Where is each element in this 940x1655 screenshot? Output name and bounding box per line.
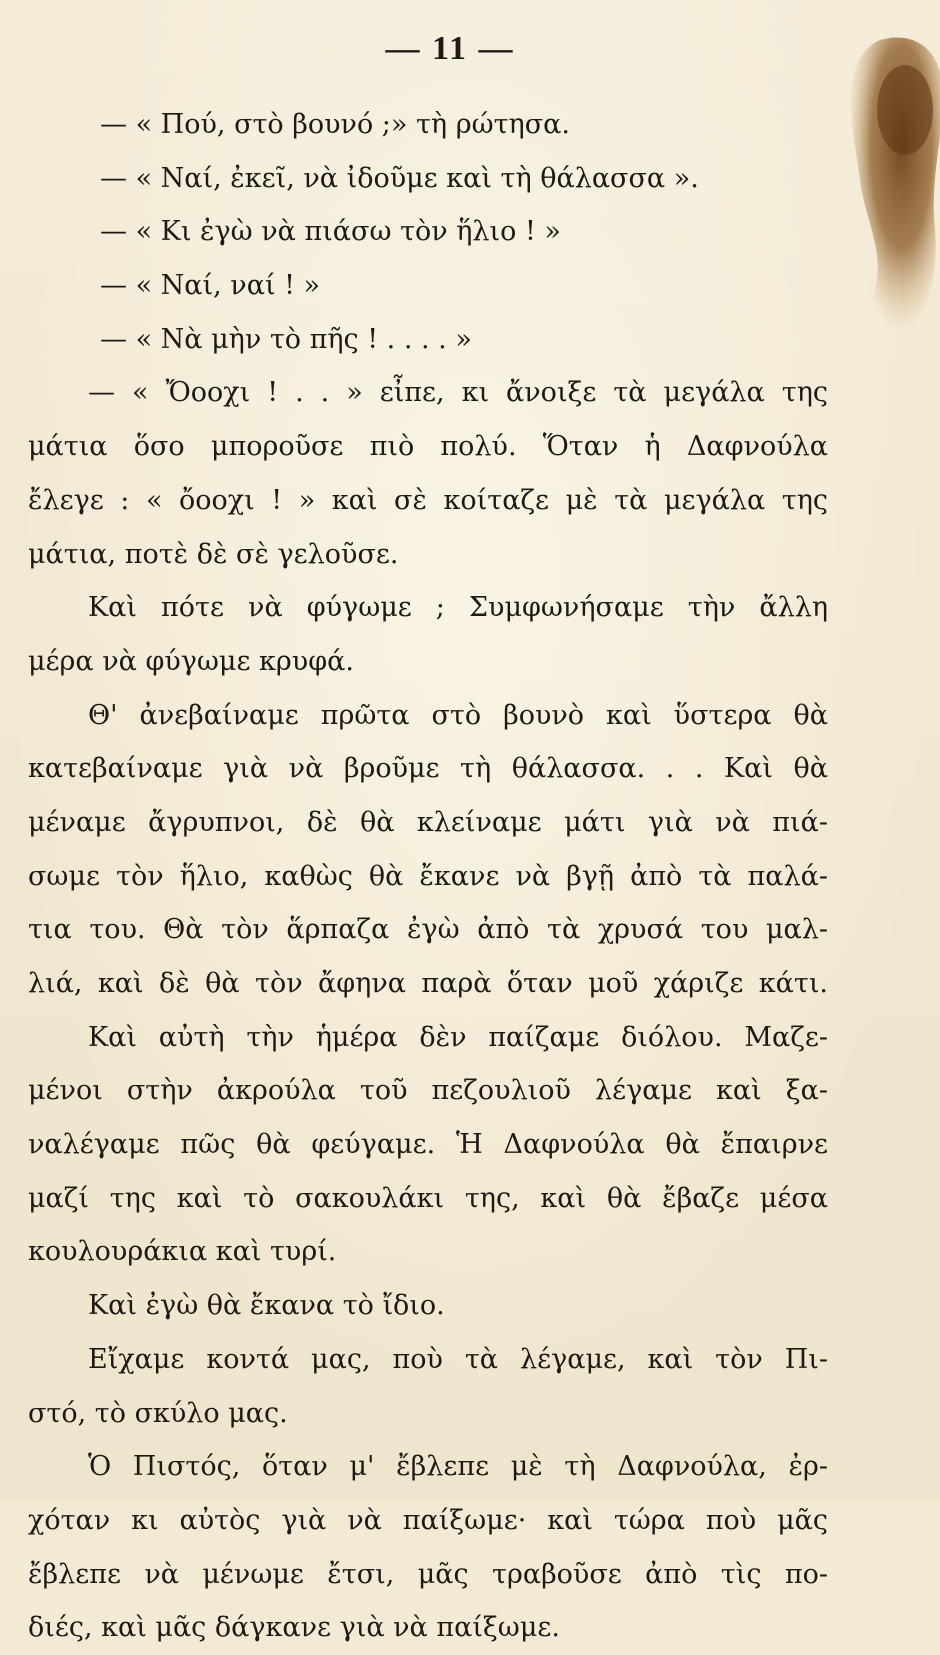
text-line: μέρα νὰ φύγωμε κρυφά. [28, 645, 354, 677]
text-line: κουλουράκια καὶ τυρί. [28, 1236, 337, 1268]
text-line: — « Ναί, ναί ! » [100, 270, 321, 302]
text-line: — « Νὰ μὴν τὸ πῆς ! . . . . » [100, 323, 472, 355]
text-line: Εἴχαμε κοντά μας, ποὺ τὰ λέγαμε, καὶ τὸν Πι- [88, 1343, 828, 1375]
text-line: λιά, καὶ δὲ θὰ τὸν ἄφηνα παρὰ ὅταν μοῦ χάριζε κάτι. [28, 968, 828, 999]
text-line: στό, τὸ σκύλο μας. [28, 1397, 288, 1429]
text-line: τια του. Θὰ τὸν ἅρπαζα ἐγὼ ἀπὸ τὰ χρυσά του μαλ- [28, 914, 828, 946]
text-line: Καὶ αὐτὴ τὴν ἡμέρα δὲν παίζαμε διόλου. Μαζε- [88, 1021, 828, 1053]
text-line: — « Πού, στὸ βουνό ;» τὴ ρώτησα. [100, 109, 570, 140]
water-stain [835, 30, 940, 360]
text-line: ναλέγαμε πῶς θὰ φεύγαμε. Ἡ Δαφνούλα θὰ ἔπαιρνε [28, 1129, 828, 1161]
text-line: — « Ναί, ἐκεῖ, νὰ ἰδοῦμε καὶ τὴ θάλασσα ». [100, 162, 699, 194]
text-line: — « Ὄοοχι ! . . » εἶπε, κι ἄνοιξε τὰ μεγάλα της [88, 377, 828, 409]
text-line: Θ' ἀνεβαίναμε πρῶτα στὸ βουνὸ καὶ ὕστερα θὰ [88, 699, 828, 731]
text-line: Ὁ Πιστός, ὅταν μ' ἔβλεπε μὲ τὴ Δαφνούλα, ἐρ- [88, 1451, 828, 1483]
page-number: — 11 — [385, 30, 515, 67]
text-line: κατεβαίναμε γιὰ νὰ βροῦμε τὴ θάλασσα. . . Καὶ θὰ [28, 753, 828, 785]
text-line: μάτια ὅσο μποροῦσε πιὸ πολύ. Ὅταν ἡ Δαφνούλα [28, 431, 828, 463]
text-line: μέναμε ἄγρυπνοι, δὲ θὰ κλείναμε μάτι γιὰ νὰ πιά- [28, 806, 828, 838]
body-text [28, 98, 828, 1655]
text-line: μένοι στὴν ἀκρούλα τοῦ πεζουλιοῦ λέγαμε καὶ ξα- [28, 1075, 828, 1107]
text-line: μαζί της καὶ τὸ σακουλάκι της, καὶ θὰ ἔβαζε μέσα [28, 1182, 828, 1214]
text-line: ἔβλεπε νὰ μένωμε ἔτσι, μᾶς τραβοῦσε ἀπὸ τὶς πο- [28, 1558, 828, 1590]
text-line: Καὶ ἐγὼ θὰ ἔκανα τὸ ἴδιο. [88, 1290, 445, 1322]
text-line: χόταν κι αὐτὸς γιὰ νὰ παίξωμε· καὶ τώρα ποὺ μᾶς [28, 1504, 828, 1536]
text-line: Καὶ πότε νὰ φύγωμε ; Συμφωνήσαμε τὴν ἄλλη [88, 592, 828, 624]
text-line: μάτια, ποτὲ δὲ σὲ γελοῦσε. [28, 538, 399, 570]
text-line: σωμε τὸν ἥλιο, καθὼς θὰ ἔκανε νὰ βγῇ ἀπὸ τὰ παλά- [28, 860, 828, 892]
text-line: διές, καὶ μᾶς δάγκανε γιὰ νὰ παίξωμε. [28, 1612, 560, 1644]
text-line: ἔλεγε : « ὄοοχι ! » καὶ σὲ κοίταζε μὲ τὰ μεγάλα της [28, 484, 828, 516]
text-line: — « Κι ἐγὼ νὰ πιάσω τὸν ἥλιο ! » [100, 216, 561, 248]
